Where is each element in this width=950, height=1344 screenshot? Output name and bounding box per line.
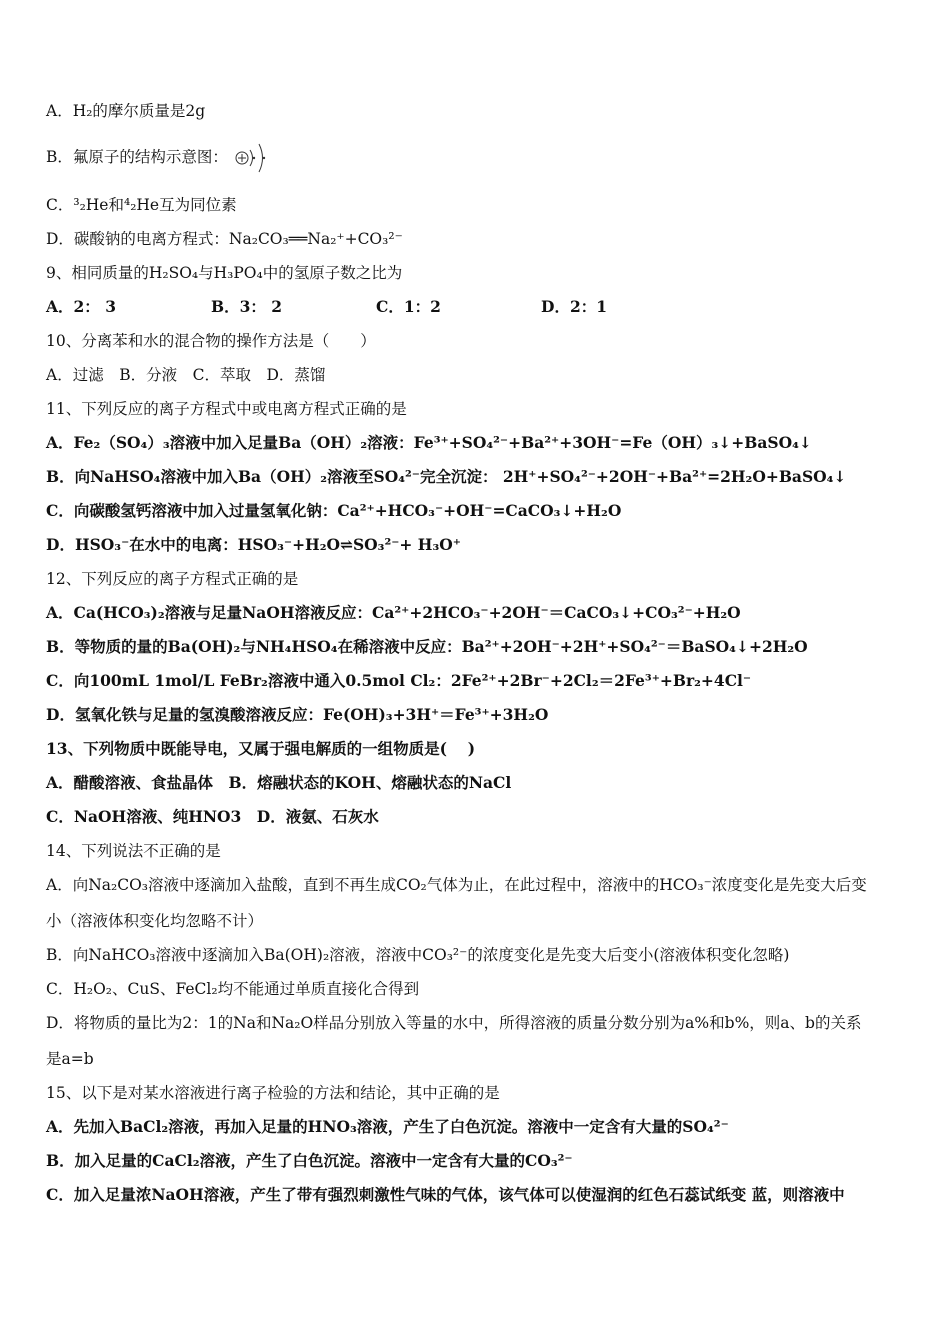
q9-stem: 9、相同质量的H₂SO₄与H₃PO₄中的氢原子数之比为 <box>46 264 403 282</box>
q14-option-b: B．向NaHCO₃溶液中逐滴加入Ba(OH)₂溶液，溶液中CO₃²⁻的浓度变化是先变大后变小(溶液体积变化忽略) <box>46 946 790 964</box>
q13-options-ab: A．醋酸溶液、食盐晶体 B．熔融状态的KOH、熔融状态的NaCl <box>46 773 512 792</box>
q12-stem: 12、下列反应的离子方程式正确的是 <box>46 570 299 588</box>
q12-option-d: D．氢氧化铁与足量的氢溴酸溶液反应：Fe(OH)₃+3H⁺＝Fe³⁺+3H₂O <box>46 705 549 724</box>
q13-options-cd: C．NaOH溶液、纯HNO3 D．液氨、石灰水 <box>46 807 379 826</box>
q14-option-d-line2: 是a=b <box>46 1050 94 1068</box>
q11-option-d: D．HSO₃⁻在水中的电离：HSO₃⁻+H₂O⇌SO₃²⁻+ H₃O⁺ <box>46 535 461 554</box>
q9-option-a: A．2： 3 <box>46 297 116 316</box>
q11-option-a: A．Fe₂（SO₄）₃溶液中加入足量Ba（OH）₂溶液：Fe³⁺+SO₄²⁻+Ba²⁺+3OH⁻=Fe（OH）₃↓+BaSO₄↓ <box>46 433 812 452</box>
q11-option-c: C．向碳酸氢钙溶液中加入过量氢氧化钠：Ca²⁺+HCO₃⁻+OH⁻=CaCO₃↓+H₂O <box>46 501 622 520</box>
q14-option-a-line2: 小（溶液体积变化均忽略不计） <box>46 912 264 930</box>
q12-option-a: A．Ca(HCO₃)₂溶液与足量NaOH溶液反应：Ca²⁺+2HCO₃⁻+2OH⁻＝CaCO₃↓+CO₃²⁻+H₂O <box>46 603 741 622</box>
q8-option-b <box>46 142 910 174</box>
q12-option-b: B．等物质的量的Ba(OH)₂与NH₄HSO₄在稀溶液中反应：Ba²⁺+2OH⁻+2H⁺+SO₄²⁻＝BaSO₄↓+2H₂O <box>46 637 808 656</box>
q9-option-d: D．2：1 <box>541 297 608 316</box>
q15-option-b: B．加入足量的CaCl₂溶液，产生了白色沉淀。溶液中一定含有大量的CO₃²⁻ <box>46 1151 573 1170</box>
q15-option-a: A．先加入BaCl₂溶液，再加入足量的HNO₃溶液，产生了白色沉淀。溶液中一定含有大量的SO₄²⁻ <box>46 1117 729 1136</box>
q14-option-d-line1: D．将物质的量比为2：1的Na和Na₂O样品分别放入等量的水中，所得溶液的质量分数分别为a%和b%，则a、b的关系 <box>46 1014 862 1032</box>
fluorine-atom-diagram-icon <box>233 142 271 174</box>
q12-option-c: C．向100mL 1mol/L FeBr₂溶液中通入0.5mol Cl₂：2Fe²⁺+2Br⁻+2Cl₂＝2Fe³⁺+Br₂+4Cl⁻ <box>46 671 752 690</box>
q8-option-d: D．碳酸钠的电离方程式：Na₂CO₃══Na₂⁺+CO₃²⁻ <box>46 230 403 248</box>
q14-stem: 14、下列说法不正确的是 <box>46 842 221 860</box>
q10-stem: 10、分离苯和水的混合物的操作方法是（ ） <box>46 332 376 350</box>
q8-option-c: C．³₂He和⁴₂He互为同位素 <box>46 196 237 214</box>
q15-stem: 15、以下是对某水溶液进行离子检验的方法和结论，其中正确的是 <box>46 1084 500 1102</box>
q9-option-b: B．3： 2 <box>211 297 283 316</box>
q13-stem: 13、下列物质中既能导电，又属于强电解质的一组物质是( ) <box>46 739 476 758</box>
q15-option-c: C．加入足量浓NaOH溶液，产生了带有强烈刺激性气味的气体，该气体可以使湿润的红色石蕊试纸变 蓝，则溶液中 <box>46 1185 845 1204</box>
q9-options <box>46 296 910 318</box>
q14-option-a-line1: A．向Na₂CO₃溶液中逐滴加入盐酸，直到不再生成CO₂气体为止，在此过程中，溶液中的HCO₃⁻浓度变化是先变大后变 <box>46 876 867 894</box>
q9-option-c: C．1：2 <box>376 297 441 316</box>
q8-option-a: A．H₂的摩尔质量是2g <box>46 102 206 120</box>
q8-option-b-text: B．氟原子的结构示意图： <box>46 148 228 166</box>
q14-option-c: C．H₂O₂、CuS、FeCl₂均不能通过单质直接化合得到 <box>46 980 420 998</box>
q11-stem: 11、下列反应的离子方程式中或电离方程式正确的是 <box>46 400 407 418</box>
q11-option-b: B．向NaHSO₄溶液中加入Ba（OH）₂溶液至SO₄²⁻完全沉淀： 2H⁺+SO₄²⁻+2OH⁻+Ba²⁺=2H₂O+BaSO₄↓ <box>46 467 847 486</box>
q10-options: A．过滤 B．分液 C．萃取 D．蒸馏 <box>46 366 326 384</box>
